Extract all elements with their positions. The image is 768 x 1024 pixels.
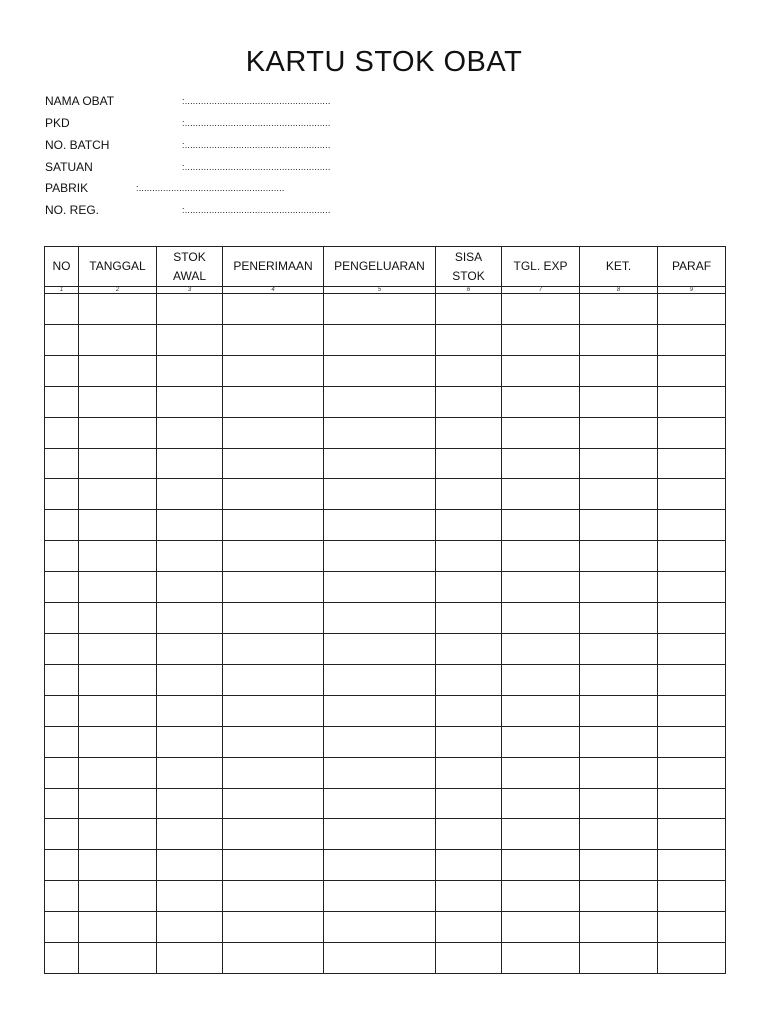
col-header-no: NO (45, 247, 79, 287)
table-cell (580, 850, 658, 881)
col-header-sisa-stok: SISA STOK (436, 247, 502, 287)
table-cell (580, 881, 658, 912)
table-cell (436, 603, 502, 634)
table-cell (502, 324, 580, 355)
table-cell (580, 757, 658, 788)
table-cell (324, 664, 436, 695)
column-number: 5 (324, 287, 436, 294)
table-cell (223, 603, 324, 634)
table-cell (580, 726, 658, 757)
table-cell (502, 757, 580, 788)
table-cell (45, 819, 79, 850)
table-cell (45, 541, 79, 572)
table-cell (502, 788, 580, 819)
column-number: 8 (580, 287, 658, 294)
field-fill-line: :...................................................... (182, 140, 331, 150)
table-cell (502, 695, 580, 726)
table-cell (223, 633, 324, 664)
table-cell (658, 943, 726, 974)
table-cell (436, 510, 502, 541)
field-fill-line: :...................................................... (182, 162, 331, 172)
table-cell (79, 479, 157, 510)
table-cell (157, 541, 223, 572)
table-cell (436, 695, 502, 726)
table-cell (157, 788, 223, 819)
field-label: NAMA OBAT (45, 94, 115, 108)
table-cell (658, 448, 726, 479)
table-cell (580, 695, 658, 726)
table-row (45, 912, 726, 943)
column-number: 9 (658, 287, 726, 294)
table-cell (502, 448, 580, 479)
column-number: 3 (157, 287, 223, 294)
column-number: 6 (436, 287, 502, 294)
table-cell (658, 572, 726, 603)
table-cell (502, 417, 580, 448)
column-number: 1 (45, 287, 79, 294)
field-label: NO. REG. (45, 203, 100, 217)
table-cell (45, 633, 79, 664)
table-cell (45, 695, 79, 726)
table-cell (658, 386, 726, 417)
table-cell (79, 355, 157, 386)
table-cell (79, 695, 157, 726)
table-cell (157, 355, 223, 386)
table-cell (580, 943, 658, 974)
table-cell (223, 943, 324, 974)
table-cell (502, 294, 580, 325)
table-cell (157, 603, 223, 634)
col-header-tgl-exp: TGL. EXP (502, 247, 580, 287)
table-cell (658, 819, 726, 850)
table-cell (436, 417, 502, 448)
table-cell (45, 448, 79, 479)
table-cell (79, 757, 157, 788)
table-cell (223, 664, 324, 695)
table-cell (223, 448, 324, 479)
table-cell (324, 324, 436, 355)
table-cell (580, 603, 658, 634)
table-row (45, 417, 726, 448)
table-cell (658, 695, 726, 726)
table-cell (658, 603, 726, 634)
table-cell (580, 417, 658, 448)
field-fill-line: :...................................................... (136, 183, 285, 193)
table-cell (45, 788, 79, 819)
table-cell (79, 294, 157, 325)
page-title: KARTU STOK OBAT (245, 46, 523, 78)
table-cell (658, 541, 726, 572)
field-label: PABRIK (45, 181, 89, 195)
table-cell (157, 726, 223, 757)
table-cell (658, 757, 726, 788)
table-cell (436, 881, 502, 912)
table-row (45, 881, 726, 912)
table-cell (580, 448, 658, 479)
table-cell (223, 757, 324, 788)
table-body (45, 294, 726, 974)
table-cell (580, 479, 658, 510)
table-cell (502, 726, 580, 757)
table-cell (157, 695, 223, 726)
table-cell (436, 788, 502, 819)
table-cell (223, 386, 324, 417)
table-cell (157, 417, 223, 448)
table-cell (658, 294, 726, 325)
table-cell (157, 572, 223, 603)
table-cell (79, 881, 157, 912)
table-row (45, 510, 726, 541)
table-cell (436, 355, 502, 386)
stock-table (44, 246, 726, 974)
table-cell (658, 726, 726, 757)
table-cell (324, 417, 436, 448)
table-cell (580, 664, 658, 695)
table-cell (580, 294, 658, 325)
table-cell (324, 819, 436, 850)
table-cell (580, 912, 658, 943)
table-cell (79, 633, 157, 664)
table-cell (658, 850, 726, 881)
table-cell (45, 324, 79, 355)
table-cell (502, 850, 580, 881)
table-cell (658, 664, 726, 695)
table-row (45, 664, 726, 695)
column-number: 7 (502, 287, 580, 294)
table-cell (436, 850, 502, 881)
table-cell (580, 355, 658, 386)
table-row (45, 448, 726, 479)
table-cell (157, 294, 223, 325)
table-cell (223, 726, 324, 757)
table-cell (658, 355, 726, 386)
table-cell (502, 819, 580, 850)
table-cell (436, 448, 502, 479)
table-cell (580, 819, 658, 850)
column-number: 4 (223, 287, 324, 294)
field-fill-line: :...................................................... (182, 118, 331, 128)
table-cell (324, 850, 436, 881)
table-cell (324, 603, 436, 634)
table-cell (324, 355, 436, 386)
table-cell (223, 294, 324, 325)
table-row (45, 324, 726, 355)
table-cell (502, 943, 580, 974)
table-cell (324, 510, 436, 541)
table-cell (79, 912, 157, 943)
table-cell (79, 850, 157, 881)
table-cell (324, 881, 436, 912)
column-number: 2 (79, 287, 157, 294)
table-cell (223, 324, 324, 355)
table-cell (223, 819, 324, 850)
table-cell (580, 572, 658, 603)
table-cell (223, 881, 324, 912)
table-cell (436, 541, 502, 572)
table-cell (79, 788, 157, 819)
table-row (45, 850, 726, 881)
table-row (45, 757, 726, 788)
table-cell (658, 324, 726, 355)
table-cell (324, 448, 436, 479)
table-cell (157, 324, 223, 355)
col-header-paraf: PARAF (658, 247, 726, 287)
table-cell (658, 881, 726, 912)
table-cell (502, 541, 580, 572)
table-cell (580, 541, 658, 572)
col-header-ket: KET. (580, 247, 658, 287)
field-label: SATUAN (45, 160, 93, 174)
table-cell (45, 726, 79, 757)
table-cell (45, 479, 79, 510)
table-cell (45, 386, 79, 417)
table-cell (502, 510, 580, 541)
table-cell (324, 912, 436, 943)
table-row (45, 819, 726, 850)
table-row (45, 386, 726, 417)
table-cell (223, 912, 324, 943)
table-cell (45, 664, 79, 695)
table-cell (45, 757, 79, 788)
table-cell (45, 912, 79, 943)
table-row (45, 788, 726, 819)
table-cell (324, 479, 436, 510)
table-cell (436, 726, 502, 757)
table-cell (580, 510, 658, 541)
table-cell (45, 294, 79, 325)
table-cell (79, 324, 157, 355)
table-cell (324, 943, 436, 974)
table-cell (157, 850, 223, 881)
table-cell (223, 417, 324, 448)
table-cell (436, 386, 502, 417)
table-cell (658, 417, 726, 448)
col-header-tanggal: TANGGAL (79, 247, 157, 287)
table-row (45, 572, 726, 603)
table-cell (223, 788, 324, 819)
table-cell (324, 695, 436, 726)
table-cell (658, 633, 726, 664)
table-cell (157, 664, 223, 695)
table-cell (79, 417, 157, 448)
table-cell (157, 510, 223, 541)
table-row (45, 726, 726, 757)
table-cell (502, 881, 580, 912)
table-cell (45, 881, 79, 912)
table-cell (79, 386, 157, 417)
table-cell (157, 386, 223, 417)
column-number-row (45, 287, 726, 294)
table-cell (324, 757, 436, 788)
table-cell (157, 819, 223, 850)
table-cell (502, 572, 580, 603)
table-cell (157, 448, 223, 479)
table-cell (79, 943, 157, 974)
table-cell (324, 572, 436, 603)
table-cell (79, 448, 157, 479)
table-cell (45, 355, 79, 386)
table-cell (436, 324, 502, 355)
table-cell (45, 603, 79, 634)
table-cell (502, 633, 580, 664)
table-cell (324, 633, 436, 664)
table-cell (324, 788, 436, 819)
table-cell (436, 757, 502, 788)
table-row (45, 355, 726, 386)
table-row (45, 695, 726, 726)
table-cell (324, 726, 436, 757)
table-cell (324, 541, 436, 572)
col-header-stok-awal: STOK AWAL (157, 247, 223, 287)
table-cell (223, 850, 324, 881)
table-cell (502, 386, 580, 417)
table-cell (157, 912, 223, 943)
table-cell (157, 943, 223, 974)
table-cell (502, 479, 580, 510)
table-cell (79, 572, 157, 603)
table-cell (324, 386, 436, 417)
table-cell (223, 541, 324, 572)
table-cell (45, 943, 79, 974)
table-cell (157, 881, 223, 912)
table-cell (658, 479, 726, 510)
col-header-penerimaan: PENERIMAAN (223, 247, 324, 287)
table-cell (436, 294, 502, 325)
field-fill-line: :...................................................... (182, 96, 331, 106)
table-row (45, 603, 726, 634)
table-cell (79, 664, 157, 695)
table-cell (45, 572, 79, 603)
table-cell (79, 819, 157, 850)
table-cell (79, 541, 157, 572)
table-header-row (45, 247, 726, 287)
table-cell (658, 912, 726, 943)
table-row (45, 541, 726, 572)
table-cell (502, 664, 580, 695)
table-cell (502, 603, 580, 634)
table-cell (223, 695, 324, 726)
table-cell (157, 633, 223, 664)
table-cell (223, 510, 324, 541)
table-cell (580, 324, 658, 355)
table-cell (324, 294, 436, 325)
table-cell (436, 943, 502, 974)
table-cell (580, 386, 658, 417)
table-cell (436, 664, 502, 695)
table-cell (658, 788, 726, 819)
table-cell (658, 510, 726, 541)
table-cell (580, 788, 658, 819)
table-cell (45, 850, 79, 881)
field-fill-line: :...................................................... (182, 205, 331, 215)
table-cell (436, 572, 502, 603)
table-cell (45, 510, 79, 541)
table-cell (157, 757, 223, 788)
table-cell (436, 633, 502, 664)
table-cell (79, 510, 157, 541)
table-cell (436, 819, 502, 850)
table-row (45, 943, 726, 974)
table-cell (223, 355, 324, 386)
table-cell (157, 479, 223, 510)
table-cell (223, 479, 324, 510)
table-cell (502, 912, 580, 943)
table-cell (502, 355, 580, 386)
table-row (45, 294, 726, 325)
table-row (45, 633, 726, 664)
table-cell (436, 479, 502, 510)
table-row (45, 479, 726, 510)
table-cell (45, 417, 79, 448)
table-cell (223, 572, 324, 603)
table-cell (79, 726, 157, 757)
table-cell (79, 603, 157, 634)
field-label: NO. BATCH (45, 138, 110, 152)
col-header-pengeluaran: PENGELUARAN (324, 247, 436, 287)
table-cell (580, 633, 658, 664)
table-cell (436, 912, 502, 943)
field-label: PKD (45, 116, 70, 130)
